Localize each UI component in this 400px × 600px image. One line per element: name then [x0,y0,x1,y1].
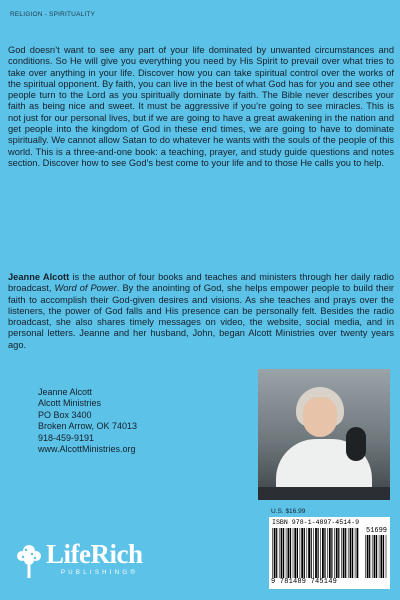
addon-barcode-bars [365,535,387,578]
contact-po-box: PO Box 3400 [38,409,92,420]
contact-city: Broken Arrow, OK 74013 [38,421,138,432]
contact-block [38,387,137,455]
ean-digits: 9 781489 745149 [271,578,338,586]
contact-name: Jeanne Alcott [38,387,93,397]
publisher-tagline: PUBLISHING® [61,570,139,576]
radio-show-name: Word of Power [54,283,117,294]
category-label: RELIGION - SPIRITUALITY [10,11,96,18]
addon-code: 51699 [366,527,388,535]
ean-barcode-bars [272,528,360,578]
barcode [269,517,390,589]
author-bio [8,272,394,351]
back-cover-blurb: God doesn’t want to see any part of your life dominated by unwanted circumstances and conditions. So He will give you everything you need by His Spirit to prevail over what tries to take over anything in your life. Discover how you can take spiritual control over the works of the spiritual opponent. By faith, you can live in the best of what God has for you and see other people turn to the Lord as you spiritually dominate by faith. The Bible never describes your faith as being nice and sweet. It must be aggressive if you’re going to see miracles. This is not just for our personal lives, but if we are going to have a great awakening in the nation and get people into the kingdom of God in these end times, we are going to have to dominate spiritually. We cannot allow Satan to do whatever he wants with the souls of the people of this world. This is a three-and-one book: a teaching, prayer, and study guide questions and notes section. Discover how to see God’s best come to your life and to those He calls you to help. [8,45,394,168]
contact-ministry: Alcott Ministries [38,398,102,409]
contact-phone: 918-459-9191 [38,432,95,443]
price-label: U.S. $16.99 [271,508,306,515]
publisher-name: LifeRich [46,539,143,569]
author-name: Jeanne Alcott [8,272,70,282]
author-photo [258,369,390,500]
contact-website: www.AlcottMinistries.org [38,444,136,455]
tree-icon [16,541,42,579]
bio-text-2: . By the anointing of God, she helps empower people to build their faith to accomplish their God-given desires and visions. As she teaches and prays over the listeners, the power of God falls and His presence can be personally felt. Besides the radio broadcast, she also shares timely messages on video, the website, social media, and in personal letters. Jeanne and her husband, John, began Alcott Ministries over twenty years ago. [8,283,395,350]
isbn-label: ISBN 978-1-4897-4514-9 [272,519,360,526]
publisher-logo [16,539,166,587]
bio-text-1: is the author of four books and teaches and ministers through her daily radio broadcast, [8,272,395,294]
